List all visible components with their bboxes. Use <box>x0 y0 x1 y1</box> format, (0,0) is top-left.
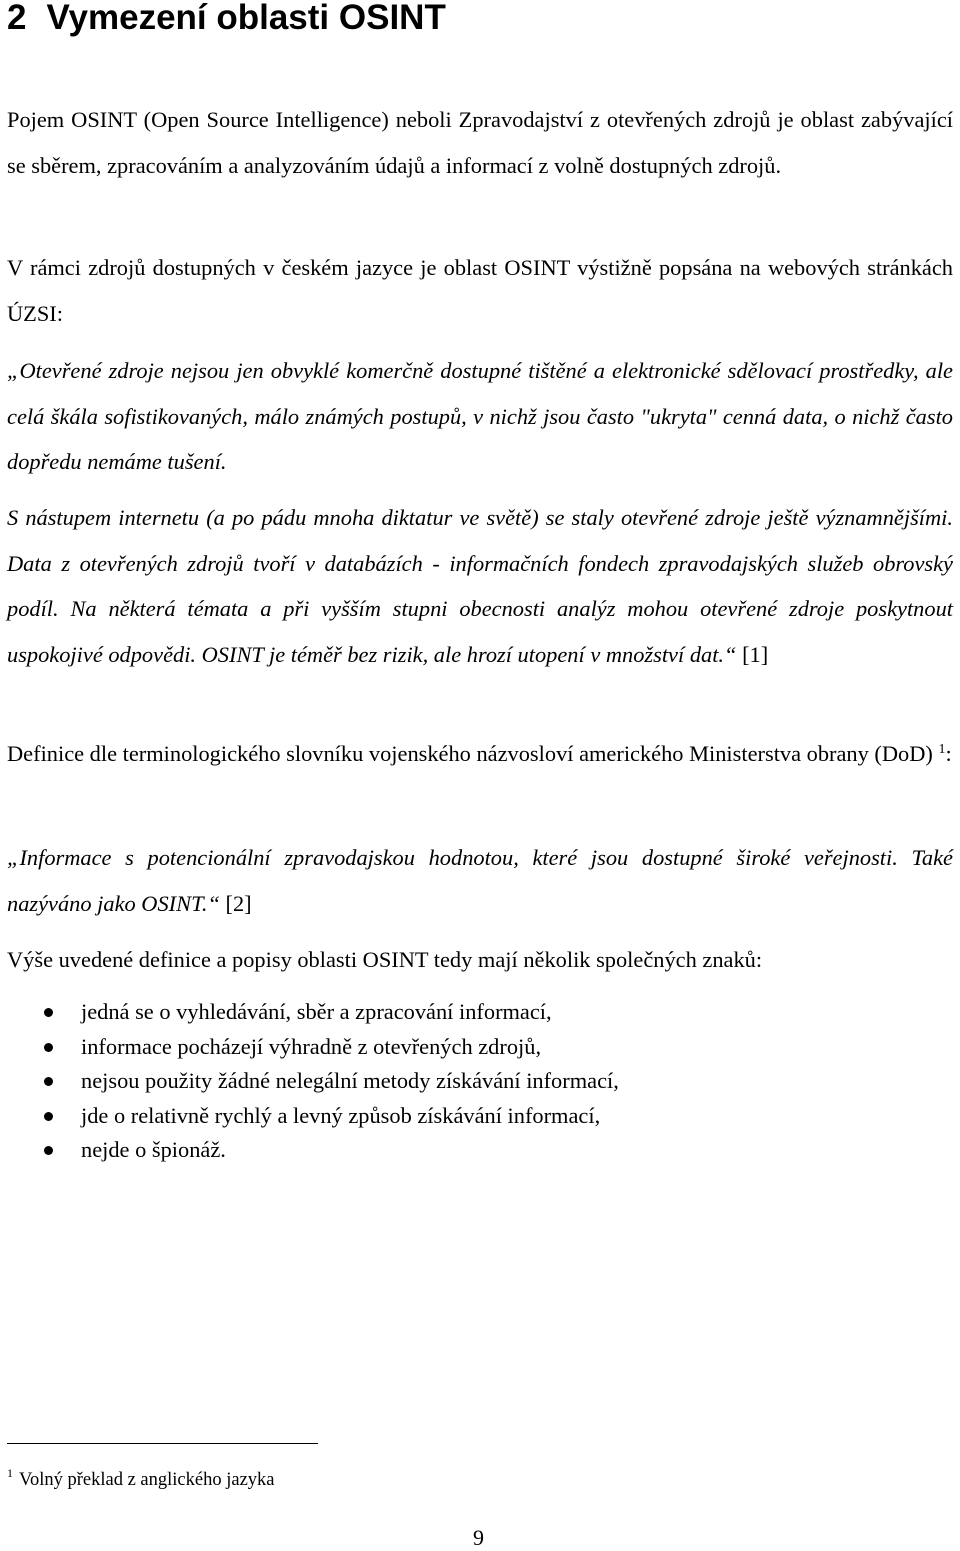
bullet-icon <box>44 1008 53 1017</box>
citation-ref-2: [2] <box>225 890 252 916</box>
bullet-icon <box>44 1077 53 1086</box>
uzsi-quote-text: S nástupem internetu (a po pádu mnoha diktatur ve světě) se staly otevřené zdroje ještě významnějšími. Data z otevřených zdrojů tvoří v databázích - informačních fondech zpravodajských služeb obrovský podíl. Na některá témata a při vyšším stupni obecnosti analýz mohou otevřené zdroje poskytnout uspokojivé odpovědi. OSINT je téměř bez rizik, ale hrozí utopení v množství dat.“ <box>7 505 953 667</box>
citation-ref-1: [1] <box>742 641 769 667</box>
list-item <box>7 995 619 1030</box>
uzsi-quote-part-1: „Otevřené zdroje nejsou jen obvyklé komerčně dostupné tištěné a elektronické sdělovací prostředky, ale celá škála sofistikovaných, málo známých postupů, v nichž jsou často "ukryta" cenná data, o nichž často dopředu nemáme tušení. <box>7 358 953 474</box>
list-item-text: jde o relativně rychlý a levný způsob získávání informací, <box>81 1102 601 1128</box>
common-features-paragraph: Výše uvedené definice a popisy oblasti OSINT tedy mají několik společných znaků: <box>7 947 763 972</box>
dod-quote-text: „Informace s potencionální zpravodajskou hodnotou, které jsou dostupné široké veřejnosti. Také nazýváno jako OSINT.“ <box>7 845 953 916</box>
dod-quote <box>7 835 953 926</box>
page-number: 9 <box>473 1525 484 1550</box>
footnote-text: Volný překlad z anglického jazyka <box>19 1470 275 1490</box>
document-page <box>7 0 953 1550</box>
footnote <box>7 1468 275 1492</box>
footnote-mark: 1 <box>7 1466 13 1480</box>
list-item <box>7 1099 619 1134</box>
list-item-text: jedná se o vyhledávání, sběr a zpracování informací, <box>81 999 552 1024</box>
dod-definition-text: Definice dle terminologického slovníku vojenského názvosloví amerického Ministerstva obrany (DoD) <box>7 741 933 766</box>
intro-paragraph: Pojem OSINT (Open Source Intelligence) neboli Zpravodajství z otevřených zdrojů je oblast zabývající se sběrem, zpracováním a analyzováním údajů a informací z volně dostupných zdrojů. <box>7 107 953 178</box>
uzsi-paragraph: V rámci zdrojů dostupných v českém jazyce je oblast OSINT výstižně popsána na webových stránkách ÚZSI: <box>7 255 953 326</box>
dod-definition-paragraph <box>7 731 953 777</box>
bullet-icon <box>44 1146 53 1155</box>
section-heading <box>7 0 446 42</box>
section-number: 2 <box>7 0 27 37</box>
bullet-icon <box>44 1043 53 1052</box>
list-item-text: nejsou použity žádné nelegální metody získávání informací, <box>81 1068 619 1093</box>
dod-definition-colon: : <box>945 741 952 766</box>
list-item <box>7 1133 619 1168</box>
footnote-separator <box>7 1443 318 1444</box>
footnote-reference: 1 <box>938 742 946 757</box>
section-title: Vymezení oblasti OSINT <box>46 0 446 37</box>
bullet-icon <box>44 1112 53 1121</box>
list-item <box>7 1030 619 1065</box>
list-item-text: nejde o špionáž. <box>81 1137 226 1162</box>
list-item-text: informace pocházejí výhradně z otevřených zdrojů, <box>81 1033 542 1059</box>
features-list <box>7 995 619 1168</box>
uzsi-quote-part-2 <box>7 495 953 677</box>
list-item <box>7 1064 619 1099</box>
